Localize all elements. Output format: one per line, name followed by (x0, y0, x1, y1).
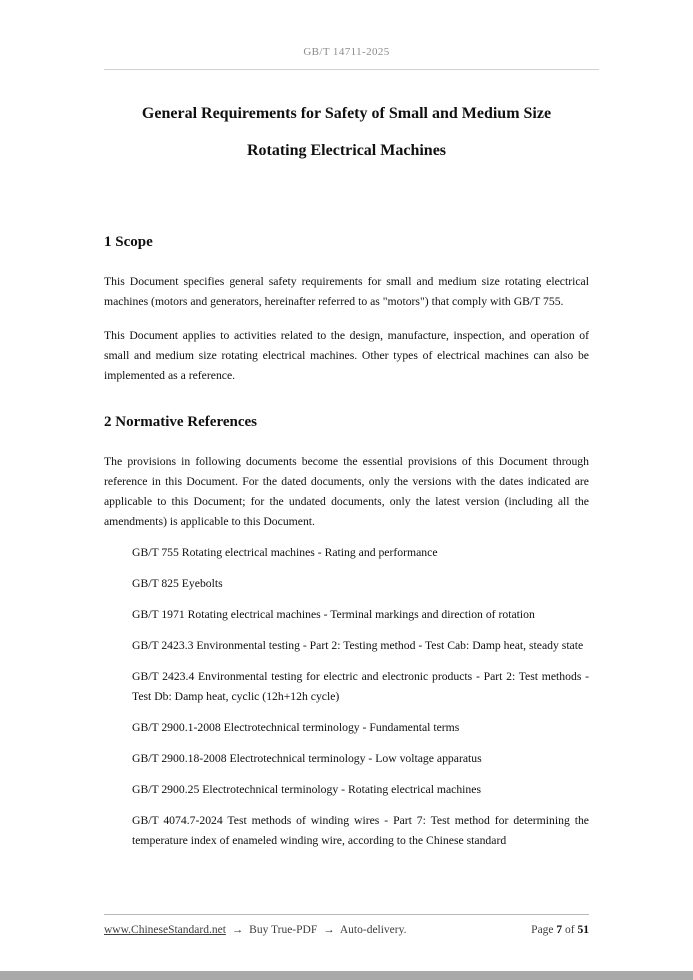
document-title-line-1: General Requirements for Safety of Small and Medium Size (141, 105, 552, 122)
reference-item: GB/T 825 Eyebolts (132, 577, 223, 590)
reference-item: GB/T 2900.1-2008 Electrotechnical terminology - Fundamental terms (132, 721, 460, 734)
page-label: Page (531, 924, 554, 936)
footer-action-buy: Buy True-PDF (249, 924, 318, 936)
reference-item: GB/T 1971 Rotating electrical machines - Terminal markings and direction of rotation (132, 608, 535, 621)
page-bottom-edge (0, 971, 693, 980)
section-heading-scope: 1 Scope (104, 234, 153, 250)
page-number-total: 51 (577, 924, 589, 936)
section-heading-normative-references: 2 Normative References (104, 414, 257, 430)
page-indicator (531, 924, 589, 936)
reference-item: GB/T 2900.25 Electrotechnical terminology - Rotating electrical machines (132, 783, 482, 796)
header-standard-code: GB/T 14711-2025 (303, 46, 390, 58)
header-divider (104, 69, 599, 70)
arrow-icon: → (231, 924, 244, 936)
scope-paragraph-2: This Document applies to activities related to the design, manufacture, inspection, and operation of small and medium size rotating electrical machines. Other types of electrical machines can also be implemented as a reference. (104, 329, 589, 382)
reference-item: GB/T 2423.4 Environmental testing for electric and electronic products - Part 2: Test methods - Test Db: Damp heat, cyclic (12h+12h cycle) (132, 670, 589, 703)
scope-paragraph-1: This Document specifies general safety requirements for small and medium size rotating electrical machines (motors and generators, hereinafter referred to as "motors") that comply with GB/T 755. (104, 275, 589, 308)
page-footer (104, 914, 589, 936)
document-title-line-2: Rotating Electrical Machines (246, 142, 447, 159)
footer-source-line (104, 924, 410, 936)
reference-item: GB/T 2900.18-2008 Electrotechnical terminology - Low voltage apparatus (132, 752, 482, 765)
page-number-current: 7 (556, 924, 563, 936)
reference-item: GB/T 4074.7-2024 Test methods of winding wires - Part 7: Test method for determining the temperature index of enameled winding wire, according to the Chinese standard (132, 814, 589, 847)
arrow-icon: → (323, 924, 335, 936)
reference-list (104, 543, 589, 851)
normative-intro-paragraph: The provisions in following documents become the essential provisions of this Document through reference in this Document. For the dated documents, only the versions with the dates indicated are applicable to this Document; for the undated documents, only the latest version (including all the amendments) is applicable to this Document. (104, 455, 589, 528)
reference-item: GB/T 2423.3 Environmental testing - Part 2: Testing method - Test Cab: Damp heat, steady state (132, 639, 584, 652)
of-label: of (565, 924, 575, 936)
reference-item: GB/T 755 Rotating electrical machines - Rating and performance (132, 546, 438, 559)
footer-link[interactable]: www.ChineseStandard.net (104, 924, 226, 936)
footer-action-delivery: Auto-delivery. (339, 924, 407, 936)
